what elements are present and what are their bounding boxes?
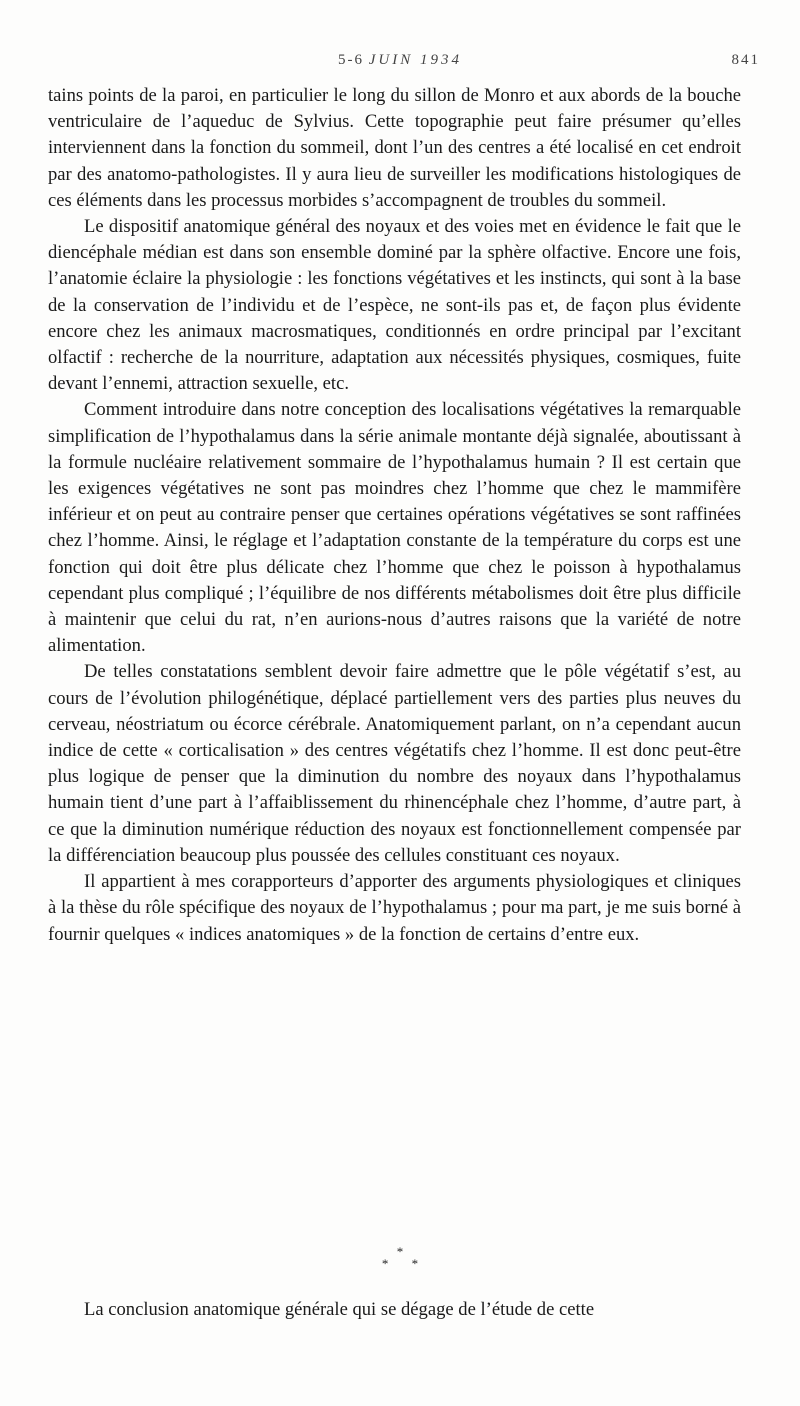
- date-days: 5-6: [338, 52, 364, 68]
- date-month-year: JUIN 1934: [368, 52, 462, 68]
- closing-text: [48, 1297, 748, 1323]
- paragraph-hypothalamus-simplification: Comment introduire dans notre conception des localisations végétatives la remarquable simplification de l’hypothalamus dans la série animale montante déjà signalée, aboutissant à la formule nucléaire relativement sommaire de l’hypothalamus humain ? Il est certain que les exigences végétatives ne sont pas moindres chez l’homme que chez le mammifère inférieur et on peut au contraire penser que certaines opérations végétatives se sont raffinées chez l’homme. Ainsi, le réglage et l’adaptation constante de la température du corps est une fonction qui doit être plus délicate chez l’homme que chez le poisson à hypothalamus cependant plus compliqué ; l’équilibre de nos différents métabolismes doit être plus difficile à maintenir que celui du rat, n’en aurions-nous d’autres raisons que la variété de notre alimentation.: [48, 399, 741, 657]
- asterism-top: *: [396, 1244, 404, 1259]
- paragraph-vegetative-pole: De telles constatations semblent devoir faire admettre que le pôle végétatif s’est, au cours de l’évolution philogénétique, déplacé partiellement vers des parties plus neuves du cerveau, néostriatum ou écorce cérébrale. Anatomiquement parlant, on n’a cependant aucun indice de cette « corticalisation » des centres végétatifs chez l’homme. Il est donc peut-être plus logique de penser que la diminution du nombre des noyaux dans l’hypothalamus humain tient d’une part à l’affaiblissement du rhinencéphale chez l’homme, d’autre part, à ce que la diminution numérique réduction des noyaux est fonctionnellement compensée par la différenciation beaucoup plus poussée des cellules constituant ces noyaux.: [48, 661, 741, 866]
- asterism-bottom: * *: [381, 1256, 429, 1271]
- running-head: [0, 50, 800, 74]
- paragraph-continuation: tains points de la paroi, en particulier le long du sillon de Monro et aux abords de la bouche ventriculaire de l’aqueduc de Sylvius. Cette topographie peut faire présumer qu’elles interviennent dans la fonction du sommeil, dont l’un des centres a été localisé en cet endroit par des anatomo-pathologistes. Il y aura lieu de surveiller les modifications histologiques de ces éléments dans les processus morbides s’accompagnent de troubles du sommeil.: [48, 85, 741, 211]
- paragraph-corapporteurs: Il appartient à mes corapporteurs d’apporter des arguments physiologiques et cliniques à la thèse du rôle spécifique des noyaux de l’hypothalamus ; pour ma part, je me suis borné à fournir quelques « indices anatomiques » de la fonction de certains d’entre eux.: [48, 871, 741, 945]
- closing-line: La conclusion anatomique générale qui se dégage de l’étude de cette: [84, 1299, 595, 1320]
- section-separator-asterism: [0, 1246, 800, 1270]
- page-number: 841: [731, 52, 760, 68]
- body-text: [48, 83, 741, 948]
- paragraph-olfactory-sphere: Le dispositif anatomique général des noyaux et des voies met en évidence le fait que le diencéphale médian est dans son ensemble dominé par la sphère olfactive. Encore une fois, l’anatomie éclaire la physiologie : les fonctions végétatives et les instincts, qui sont à la base de la conservation de l’individu et de l’espèce, ne sont-ils pas et, de façon plus évidente encore chez les animaux macrosmatiques, conditionnés en ordre principal par l’excitant olfactif : recherche de la nourriture, adaptation aux nécessités physiques, cosmiques, fuite devant l’ennemi, attraction sexuelle, etc.: [48, 216, 741, 395]
- running-head-date: [0, 52, 800, 69]
